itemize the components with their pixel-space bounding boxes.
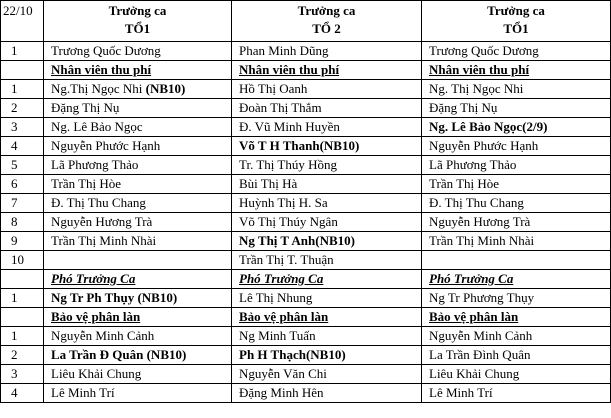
name-cell: Nguyễn Minh Cảnh bbox=[422, 327, 611, 346]
table-row bbox=[1, 194, 611, 213]
name-cell: Trương Quốc Dương bbox=[422, 42, 611, 61]
name-cell: Nguyễn Phước Hạnh bbox=[44, 137, 232, 156]
section-title: Nhân viên thu phí bbox=[232, 61, 422, 80]
section-header-row bbox=[1, 270, 611, 289]
row-number: 6 bbox=[1, 175, 44, 194]
name-cell: Trần Thị T. Thuận bbox=[232, 251, 422, 270]
name-cell: Đ. Vũ Minh Huyền bbox=[232, 118, 422, 137]
section-title: Phó Trưởng Ca bbox=[44, 270, 232, 289]
section-title: Bảo vệ phân làn bbox=[232, 308, 422, 327]
name-cell: Ng Tr Ph Thụy (NB10) bbox=[44, 289, 232, 308]
name-cell: Lã Phương Thảo bbox=[422, 156, 611, 175]
row-number: 7 bbox=[1, 194, 44, 213]
name-cell: Trần Thị Hòe bbox=[422, 175, 611, 194]
column-header-3 bbox=[422, 1, 611, 42]
row-number: 1 bbox=[1, 42, 44, 61]
column-header-2 bbox=[232, 1, 422, 42]
table-row bbox=[1, 175, 611, 194]
table-row bbox=[1, 80, 611, 99]
name-cell: Ng. Lê Bảo Ngọc(2/9) bbox=[422, 118, 611, 137]
name-cell: Đ. Thị Thu Chang bbox=[44, 194, 232, 213]
row-number bbox=[1, 61, 44, 80]
name-cell: Huỳnh Thị H. Sa bbox=[232, 194, 422, 213]
section-header-row bbox=[1, 308, 611, 327]
header-row bbox=[1, 1, 611, 42]
row-number: 2 bbox=[1, 99, 44, 118]
section-title: Phó Trưởng Ca bbox=[232, 270, 422, 289]
name-cell: Ng. Lê Bảo Ngọc bbox=[44, 118, 232, 137]
table-row bbox=[1, 365, 611, 384]
section-title: Nhân viên thu phí bbox=[422, 61, 611, 80]
row-number: 1 bbox=[1, 289, 44, 308]
name-cell: Liêu Khải Chung bbox=[44, 365, 232, 384]
column-team: TỔ1 bbox=[503, 21, 529, 36]
table-row bbox=[1, 156, 611, 175]
column-team: TỔ1 bbox=[124, 21, 151, 36]
name-cell: Đặng Minh Hên bbox=[232, 384, 422, 403]
row-number: 1 bbox=[1, 327, 44, 346]
row-number: 9 bbox=[1, 232, 44, 251]
column-header-1 bbox=[44, 1, 232, 42]
section-header-row bbox=[1, 61, 611, 80]
name-cell: Đặng Thị Nụ bbox=[422, 99, 611, 118]
name-cell: Đ. Thị Thu Chang bbox=[422, 194, 611, 213]
row-number: 3 bbox=[1, 118, 44, 137]
row-number: 4 bbox=[1, 137, 44, 156]
name-cell: Trần Thị Minh Nhài bbox=[422, 232, 611, 251]
name-cell: Ng. Thị Ngọc Nhi bbox=[422, 80, 611, 99]
name-cell: Ng Tr Phương Thụy bbox=[422, 289, 611, 308]
name-cell: Lê Minh Trí bbox=[44, 384, 232, 403]
name-cell: Võ Thị Thúy Ngân bbox=[232, 213, 422, 232]
name-cell: Lê Minh Trí bbox=[422, 384, 611, 403]
name-cell bbox=[422, 251, 611, 270]
nb10-tag: (NB10) bbox=[142, 81, 186, 96]
table-row bbox=[1, 118, 611, 137]
name-cell: Đoàn Thị Thắm bbox=[232, 99, 422, 118]
table-row bbox=[1, 213, 611, 232]
name-cell: Trần Thị Minh Nhài bbox=[44, 232, 232, 251]
row-number: 8 bbox=[1, 213, 44, 232]
name-cell: Hồ Thị Oanh bbox=[232, 80, 422, 99]
section-title: Phó Trưởng Ca bbox=[422, 270, 611, 289]
name-cell: La Trần Đình Quân bbox=[422, 346, 611, 365]
name-cell: Nguyễn Phước Hạnh bbox=[422, 137, 611, 156]
name-cell: Trương Quốc Dương bbox=[44, 42, 232, 61]
name-cell: Ng Minh Tuấn bbox=[232, 327, 422, 346]
table-row bbox=[1, 346, 611, 365]
name-cell: Nguyễn Văn Chi bbox=[232, 365, 422, 384]
row-number bbox=[1, 270, 44, 289]
row-number: 2 bbox=[1, 346, 44, 365]
name-cell: Đặng Thị Nụ bbox=[44, 99, 232, 118]
column-team: TỔ 2 bbox=[312, 21, 341, 36]
name-cell: Trần Thị Hòe bbox=[44, 175, 232, 194]
column-title: Trưởng ca bbox=[487, 3, 545, 18]
row-number: 5 bbox=[1, 156, 44, 175]
table-row bbox=[1, 137, 611, 156]
table-row bbox=[1, 99, 611, 118]
name-cell: Ng Thị T Anh(NB10) bbox=[232, 232, 422, 251]
name-cell: Nguyễn Hương Trà bbox=[44, 213, 232, 232]
row-number: 3 bbox=[1, 365, 44, 384]
name-cell: Võ T H Thanh(NB10) bbox=[232, 137, 422, 156]
section-title: Nhân viên thu phí bbox=[44, 61, 232, 80]
name-cell: Lê Thị Nhung bbox=[232, 289, 422, 308]
table-row bbox=[1, 384, 611, 403]
table-row bbox=[1, 232, 611, 251]
row-number: 1 bbox=[1, 80, 44, 99]
table-row bbox=[1, 251, 611, 270]
section-title: Bảo vệ phân làn bbox=[422, 308, 611, 327]
table-row bbox=[1, 327, 611, 346]
name-cell: Phan Minh Dũng bbox=[232, 42, 422, 61]
section-title: Bảo vệ phân làn bbox=[44, 308, 232, 327]
name-cell: Nguyễn Minh Cảnh bbox=[44, 327, 232, 346]
date-cell: 22/10 bbox=[1, 1, 44, 42]
table-row bbox=[1, 289, 611, 308]
name-cell bbox=[44, 251, 232, 270]
row-number: 10 bbox=[1, 251, 44, 270]
name-cell: Tr. Thị Thúy Hồng bbox=[232, 156, 422, 175]
name-cell: La Trần Đ Quân (NB10) bbox=[44, 346, 232, 365]
column-title: Trưởng ca bbox=[108, 3, 167, 18]
name-cell: Nguyễn Hương Trà bbox=[422, 213, 611, 232]
row-number bbox=[1, 308, 44, 327]
name-cell: Ng.Thị Ngọc Nhi (NB10) bbox=[44, 80, 232, 99]
column-title: Trưởng ca bbox=[297, 3, 356, 18]
row-number: 4 bbox=[1, 384, 44, 403]
name-cell: Bùi Thị Hà bbox=[232, 175, 422, 194]
table-row bbox=[1, 42, 611, 61]
name-cell: Ph H Thạch(NB10) bbox=[232, 346, 422, 365]
roster-body bbox=[1, 1, 611, 403]
name-cell: Lã Phương Thảo bbox=[44, 156, 232, 175]
name-cell: Liêu Khải Chung bbox=[422, 365, 611, 384]
